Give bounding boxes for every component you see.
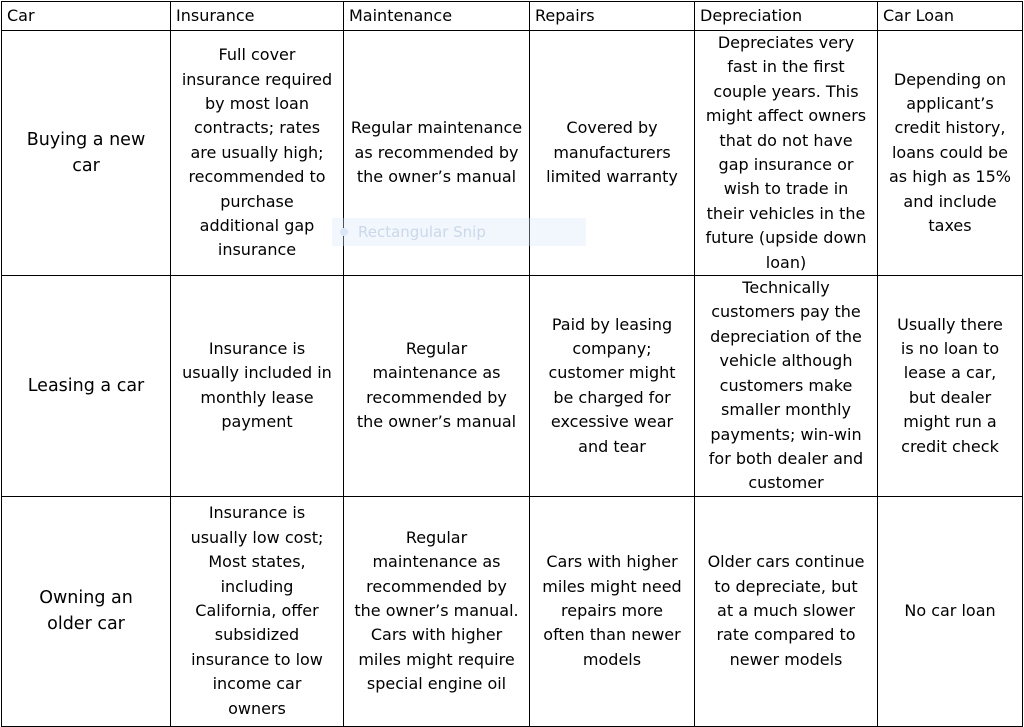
- header-car-loan: Car Loan: [878, 2, 1023, 31]
- cell-insurance: Insurance is usually low cost; Most states, including California, offer subsidized insurance to low income car owners: [171, 496, 344, 726]
- cell-car-loan: Depending on applicant’s credit history, loans could be as high as 15% and include taxes: [878, 31, 1023, 276]
- car-comparison-table: [1, 1, 1023, 727]
- cell-car-loan: Usually there is no loan to lease a car, but dealer might run a credit check: [878, 276, 1023, 497]
- cell-depreciation: Older cars continue to depreciate, but at a much slower rate compared to newer models: [695, 496, 878, 726]
- header-maintenance: Maintenance: [344, 2, 530, 31]
- row-label-buying-new: Buying a new car: [2, 31, 171, 276]
- header-insurance: Insurance: [171, 2, 344, 31]
- row-label-owning-older: Owning an older car: [2, 496, 171, 726]
- cell-repairs: Covered by manufacturers limited warranty: [530, 31, 695, 276]
- snip-label: Rectangular Snip: [358, 223, 486, 241]
- cell-insurance: Insurance is usually included in monthly lease payment: [171, 276, 344, 497]
- cell-maintenance: Regular maintenance as recommended by the owner’s manual. Cars with higher miles might require special engine oil: [344, 496, 530, 726]
- cell-maintenance: Regular maintenance as recommended by the owner’s manual: [344, 276, 530, 497]
- cell-car-loan: No car loan: [878, 496, 1023, 726]
- table-row: [2, 496, 1023, 726]
- cell-repairs: Cars with higher miles might need repairs more often than newer models: [530, 496, 695, 726]
- header-repairs: Repairs: [530, 2, 695, 31]
- table-row: [2, 31, 1023, 276]
- cell-maintenance: Regular maintenance as recommended by the owner’s manual: [344, 31, 530, 276]
- table-row: [2, 276, 1023, 497]
- cell-depreciation: Technically customers pay the depreciation of the vehicle although customers make smaller monthly payments; win-win for both dealer and customer: [695, 276, 878, 497]
- cell-repairs: Paid by leasing company; customer might be charged for excessive wear and tear: [530, 276, 695, 497]
- cell-insurance: Full cover insurance required by most loan contracts; rates are usually high; recommended to purchase additional gap insurance: [171, 31, 344, 276]
- header-row: [2, 2, 1023, 31]
- cell-depreciation: Depreciates very fast in the first couple years. This might affect owners that do not have gap insurance or wish to trade in their vehicles in the future (upside down loan): [695, 31, 878, 276]
- header-car: Car: [2, 2, 171, 31]
- header-depreciation: Depreciation: [695, 2, 878, 31]
- row-label-leasing: Leasing a car: [2, 276, 171, 497]
